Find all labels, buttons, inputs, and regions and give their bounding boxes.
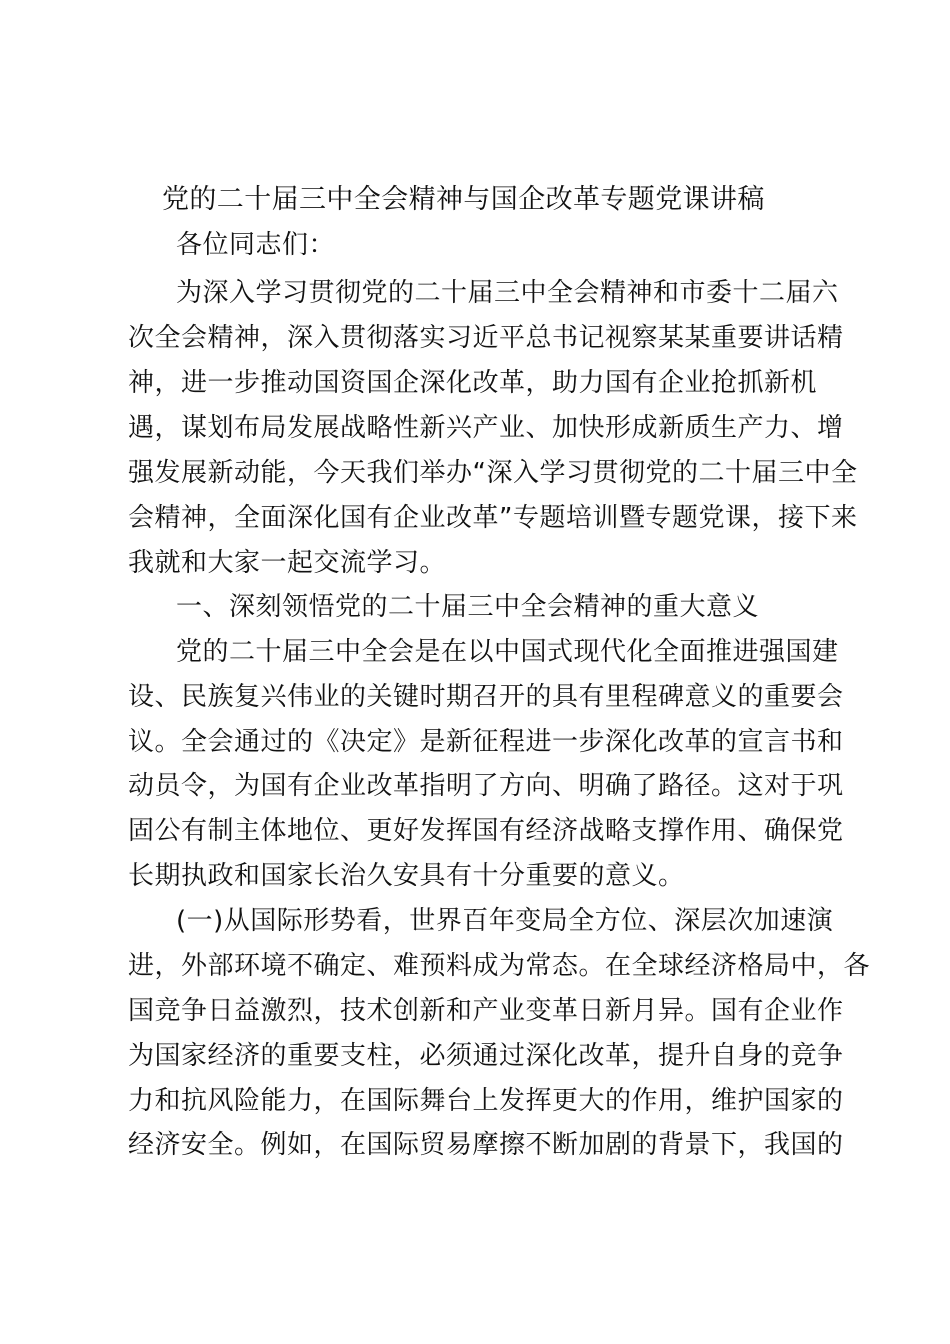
section-paragraph-line: 党的二十届三中全会是在以中国式现代化全面推进强国建 [176,637,839,667]
document-title: 党的二十届三中全会精神与国企改革专题党课讲稿 [162,184,765,215]
section-paragraph-line: 固公有制主体地位、更好发挥国有经济战略支撑作用、确保党 [128,816,844,846]
subsection-paragraph-line: 力和抗风险能力，在国际舞台上发挥更大的作用，维护国家的 [128,1086,844,1116]
section-paragraph-line: 议。全会通过的《决定》是新征程进一步深化改革的宣言书和 [128,727,844,757]
subsection-paragraph-line: 进，外部环境不确定、难预料成为常态。在全球经济格局中，各 [128,951,871,981]
intro-paragraph-line: 次全会精神，深入贯彻落实习近平总书记视察某某重要讲话精 [128,323,844,353]
intro-paragraph-line: 强发展新动能，今天我们举办“深入学习贯彻党的二十届三中全 [128,458,858,488]
greeting: 各位同志们： [176,230,336,260]
section-paragraph-line: 长期执政和国家长治久安具有十分重要的意义。 [128,861,685,891]
intro-paragraph-line: 会精神，全面深化国有企业改革”专题培训暨专题党课，接下来 [128,503,858,533]
subsection-paragraph-line: 为国家经济的重要支柱，必须通过深化改革，提升自身的竞争 [128,1041,844,1071]
intro-paragraph-line: 我就和大家一起交流学习。 [128,548,447,578]
intro-paragraph-line: 为深入学习贯彻党的二十届三中全会精神和市委十二届六 [176,278,839,308]
subsection-paragraph-line: 经济安全。例如，在国际贸易摩擦不断加剧的背景下，我国的 [128,1130,844,1160]
section-paragraph-line: 设、民族复兴伟业的关键时期召开的具有里程碑意义的重要会 [128,682,844,712]
section-paragraph-line: 动员令，为国有企业改革指明了方向、明确了路径。这对于巩 [128,771,844,801]
intro-paragraph-line: 神，进一步推动国资国企深化改革，助力国有企业抢抓新机 [128,368,818,398]
intro-paragraph-line: 遇，谋划布局发展战略性新兴产业、加快形成新质生产力、增 [128,413,844,443]
section-heading: 一、深刻领悟党的二十届三中全会精神的重大意义 [176,592,760,622]
subsection-paragraph-line: (一)从国际形势看，世界百年变局全方位、深层次加速演 [176,906,834,936]
subsection-paragraph-line: 国竞争日益激烈，技术创新和产业变革日新月异。国有企业作 [128,996,844,1026]
